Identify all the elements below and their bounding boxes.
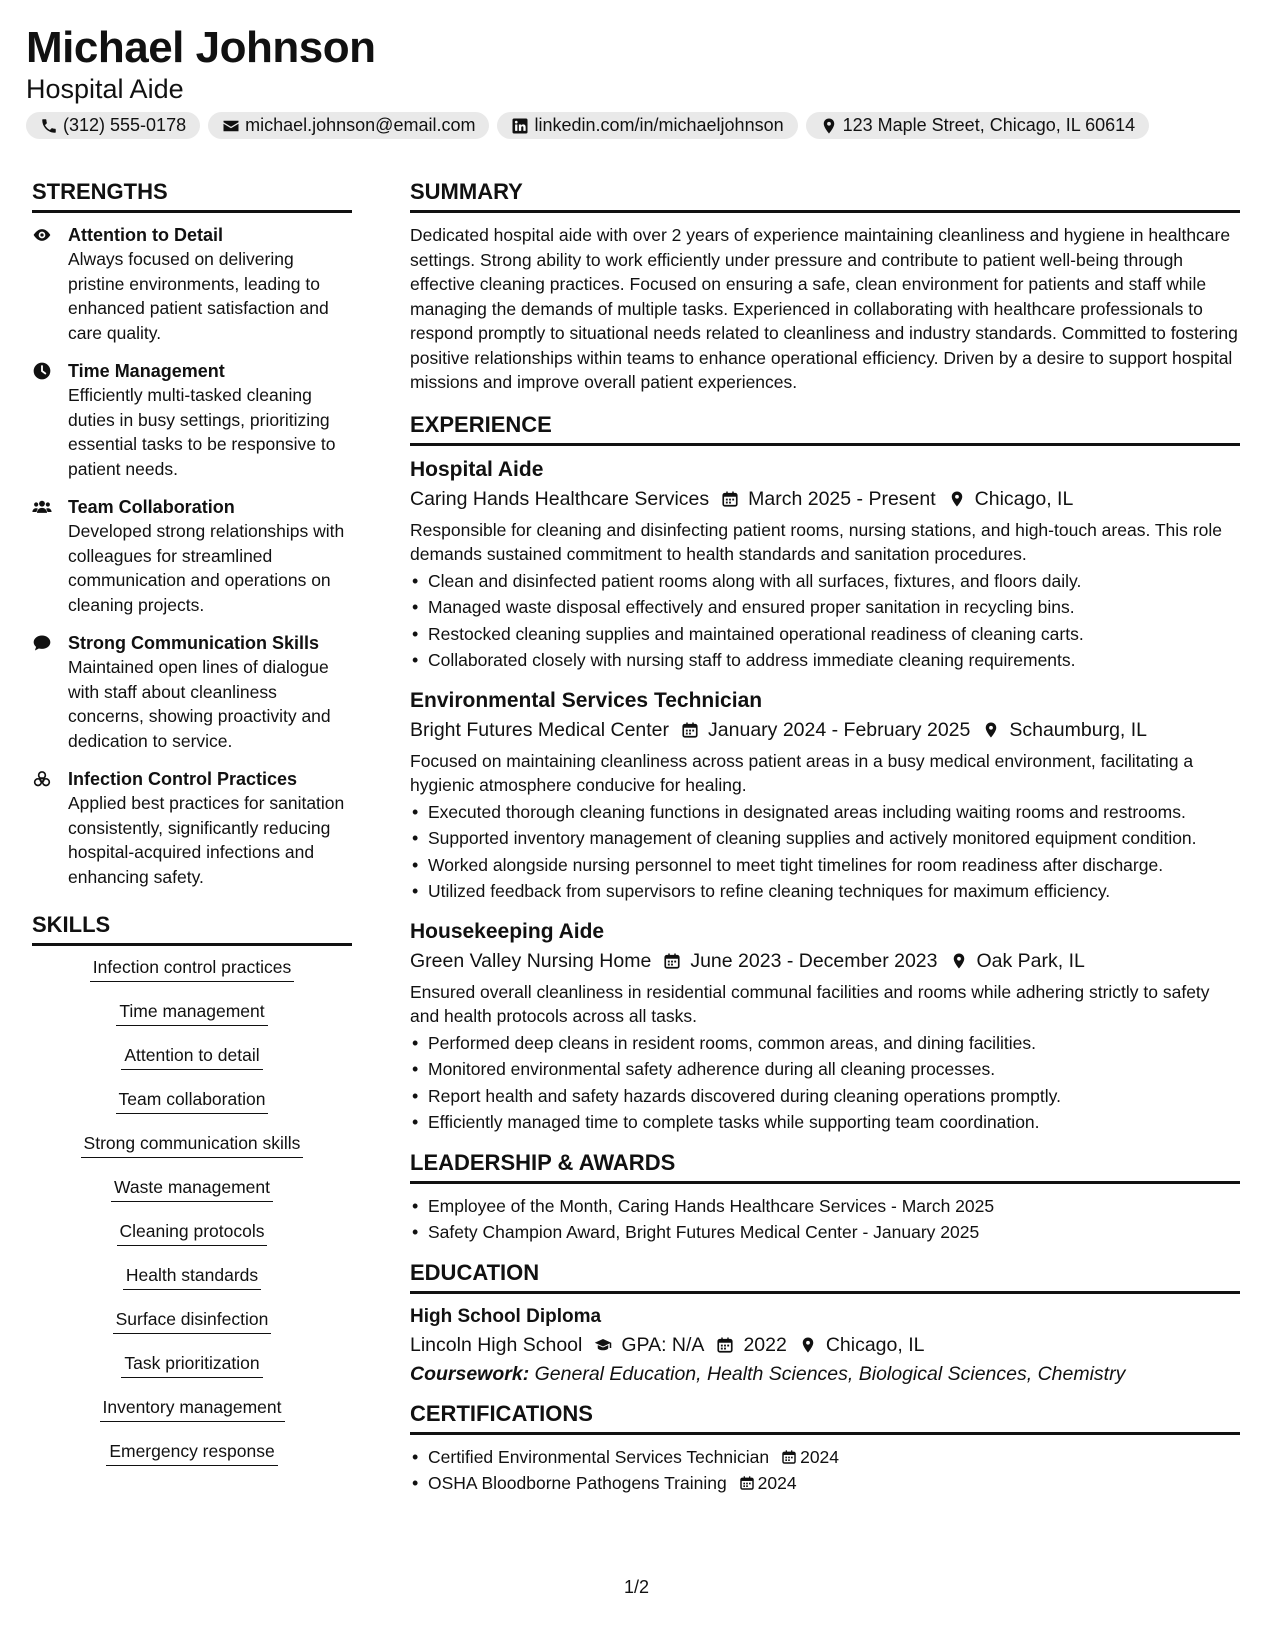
- eye-icon: [32, 225, 52, 245]
- job-title: Environmental Services Technician: [410, 688, 763, 712]
- calendar-icon: [681, 721, 699, 739]
- certification-item: [410, 1471, 1240, 1496]
- job-bullets: [410, 800, 1240, 904]
- education-year: 2022: [743, 1333, 787, 1356]
- skill-tag: Strong communication skills: [81, 1132, 304, 1158]
- contact-phone-text: (312) 555-0178: [63, 115, 187, 135]
- summary-heading: SUMMARY: [410, 178, 1240, 213]
- company-name: Green Valley Nursing Home: [410, 949, 652, 972]
- job-entry: [410, 687, 1240, 904]
- skill-tag: Health standards: [123, 1264, 261, 1290]
- speech-bubble-icon: [32, 633, 52, 653]
- strength-item: [32, 359, 352, 481]
- contact-linkedin[interactable]: [497, 112, 797, 139]
- job-entry: [410, 918, 1240, 1135]
- skill-tag: Inventory management: [100, 1396, 285, 1422]
- candidate-name: Michael Johnson: [26, 23, 376, 72]
- certification-name: • Certified Environmental Services Technician: [428, 1446, 770, 1467]
- gpa-text: GPA: N/A: [621, 1333, 705, 1356]
- bullet-item: • Managed waste disposal effectively and ensured proper sanitation in recycling bins.: [410, 595, 1240, 620]
- certification-year: 2024: [800, 1446, 840, 1467]
- strength-description: Efficiently multi-tasked cleaning duties in busy settings, prioritizing essential tasks to be responsive to patient needs.: [68, 385, 336, 479]
- skill-tag: Team collaboration: [116, 1088, 269, 1114]
- certification-name: • OSHA Bloodborne Pathogens Training: [428, 1473, 727, 1493]
- skills-heading: SKILLS: [32, 911, 352, 946]
- strength-item: [32, 631, 352, 753]
- job-entry: [410, 456, 1240, 673]
- job-meta: [410, 946, 1240, 976]
- strength-item: [32, 223, 352, 345]
- strengths-heading: STRENGTHS: [32, 178, 352, 213]
- awards-heading: LEADERSHIP & AWARDS: [410, 1149, 1240, 1184]
- strength-description: Maintained open lines of dialogue with staff about cleanliness concerns, showing proactivity and dedication to service.: [68, 657, 331, 751]
- degree-title: High School Diploma: [410, 1305, 602, 1327]
- bullet-item: • Report health and safety hazards discovered during cleaning operations promptly.: [410, 1084, 1240, 1109]
- award-item: • Safety Champion Award, Bright Futures Medical Center - January 2025: [410, 1220, 1240, 1245]
- bullet-item: • Supported inventory management of cleaning supplies and actively monitored equipment condition.: [410, 826, 1240, 851]
- certification-item: [410, 1445, 1240, 1470]
- page-number: 1/2: [624, 1577, 650, 1597]
- education-heading: EDUCATION: [410, 1259, 1240, 1294]
- bullet-item: • Monitored environmental safety adherence during all cleaning processes.: [410, 1057, 1240, 1082]
- certification-year: 2024: [757, 1473, 797, 1493]
- linkedin-icon: [511, 117, 529, 135]
- phone-icon: [40, 117, 58, 135]
- job-title: Housekeeping Aide: [410, 919, 605, 943]
- bullet-item: • Performed deep cleans in resident rooms, common areas, and dining facilities.: [410, 1031, 1240, 1056]
- skill-tag: Infection control practices: [90, 956, 294, 982]
- bullet-item: • Utilized feedback from supervisors to refine cleaning techniques for maximum efficiency.: [410, 879, 1240, 904]
- strength-description: Developed strong relationships with colleagues for streamlined communication and operations on cleaning projects.: [68, 521, 345, 615]
- experience-heading: EXPERIENCE: [410, 411, 1240, 446]
- job-location: Oak Park, IL: [976, 949, 1085, 972]
- skill-tag: Attention to detail: [121, 1044, 262, 1070]
- skill-tag: Waste management: [111, 1176, 273, 1202]
- certifications-list: [410, 1445, 1240, 1496]
- certifications-heading: CERTIFICATIONS: [410, 1400, 1240, 1435]
- strength-item: [32, 495, 352, 617]
- map-pin-icon: [799, 1336, 817, 1354]
- skill-tag: Cleaning protocols: [117, 1220, 268, 1246]
- users-icon: [32, 497, 52, 517]
- map-pin-icon: [948, 490, 966, 508]
- strength-description: Applied best practices for sanitation consistently, significantly reducing hospital-acquired infections and enhancing safety.: [68, 793, 345, 887]
- coursework-text: General Education, Health Sciences, Biological Sciences, Chemistry: [534, 1362, 1126, 1385]
- clock-icon: [32, 361, 52, 381]
- job-description: Ensured overall cleanliness in residential communal facilities and rooms while adhering strictly to safety and health protocols across all tasks.: [410, 981, 1210, 1026]
- resume-header: [26, 22, 1256, 139]
- education-location: Chicago, IL: [825, 1333, 925, 1356]
- contact-email[interactable]: [208, 112, 489, 139]
- job-dates: March 2025 - Present: [748, 487, 936, 510]
- summary-text: Dedicated hospital aide with over 2 years of experience maintaining cleanliness and hygiene in healthcare settings. Strong ability to work efficiently under pressure and contribute to patient well-being through effective cleaning practices. Focused on ensuring a safe, clean environment for patients and staff while managing the demands of multiple tasks. Experienced in collaborating with healthcare professionals to respond promptly to situational needs related to cleanliness and industry standards. Committed to fostering positive relationships within teams to enhance operational efficiency. Driven by a desire to support hospital missions and improve overall patient experiences.: [410, 225, 1238, 392]
- job-meta: [410, 484, 1240, 514]
- left-column: [32, 178, 352, 1466]
- strength-title: Infection Control Practices: [68, 769, 298, 789]
- school-name: Lincoln High School: [410, 1333, 583, 1356]
- contact-address: [806, 112, 1150, 139]
- job-dates: June 2023 - December 2023: [690, 949, 938, 972]
- calendar-icon: [663, 952, 681, 970]
- job-dates: January 2024 - February 2025: [708, 718, 971, 741]
- bullet-item: • Clean and disinfected patient rooms along with all surfaces, fixtures, and floors daily.: [410, 569, 1240, 594]
- strength-title: Time Management: [68, 361, 225, 381]
- calendar-icon: [716, 1336, 734, 1354]
- skill-tag: Task prioritization: [121, 1352, 262, 1378]
- candidate-title: Hospital Aide: [26, 74, 184, 104]
- bullet-item: • Efficiently managed time to complete tasks while supporting team coordination.: [410, 1110, 1240, 1135]
- bullet-item: • Executed thorough cleaning functions in designated areas including waiting rooms and restrooms.: [410, 800, 1240, 825]
- job-location: Schaumburg, IL: [1009, 718, 1148, 741]
- map-pin-icon: [820, 117, 838, 135]
- job-title: Hospital Aide: [410, 457, 544, 481]
- strength-description: Always focused on delivering pristine environments, leading to enhanced patient satisfaction and care quality.: [68, 249, 329, 343]
- company-name: Bright Futures Medical Center: [410, 718, 670, 741]
- map-pin-icon: [950, 952, 968, 970]
- strength-title: Strong Communication Skills: [68, 633, 320, 653]
- job-bullets: [410, 569, 1240, 673]
- calendar-icon: [781, 1449, 797, 1465]
- job-location: Chicago, IL: [974, 487, 1074, 510]
- bullet-item: • Collaborated closely with nursing staff to address immediate cleaning requirements.: [410, 648, 1240, 673]
- skill-tag: Surface disinfection: [113, 1308, 272, 1334]
- skill-tag: Emergency response: [106, 1440, 277, 1466]
- job-description: Focused on maintaining cleanliness across patient areas in a busy medical environment, facilitating a hygienic atmosphere conducive for healing.: [410, 750, 1194, 795]
- strength-item: [32, 767, 352, 889]
- bullet-item: • Worked alongside nursing personnel to meet tight timelines for room readiness after discharge.: [410, 853, 1240, 878]
- skills-list: [32, 956, 352, 1466]
- education-meta: [410, 1330, 1240, 1360]
- contact-address-text: 123 Maple Street, Chicago, IL 60614: [842, 115, 1136, 135]
- graduation-cap-icon: [594, 1336, 612, 1354]
- skill-tag: Time management: [116, 1000, 267, 1026]
- calendar-icon: [739, 1475, 755, 1491]
- map-pin-icon: [982, 721, 1000, 739]
- contact-bar: [26, 112, 1256, 139]
- right-column: [410, 178, 1240, 1498]
- company-name: Caring Hands Healthcare Services: [410, 487, 710, 510]
- contact-email-text: michael.johnson@email.com: [245, 115, 476, 135]
- bullet-item: • Restocked cleaning supplies and maintained operational readiness of cleaning carts.: [410, 622, 1240, 647]
- job-meta: [410, 715, 1240, 745]
- contact-linkedin-text: linkedin.com/in/michaeljohnson: [534, 115, 784, 135]
- coursework-label: Coursework:: [410, 1362, 530, 1385]
- award-item: • Employee of the Month, Caring Hands Healthcare Services - March 2025: [410, 1194, 1240, 1219]
- envelope-icon: [222, 117, 240, 135]
- biohazard-icon: [32, 769, 52, 789]
- coursework: [410, 1360, 1240, 1388]
- strength-title: Attention to Detail: [68, 225, 223, 245]
- calendar-icon: [721, 490, 739, 508]
- awards-list: [410, 1194, 1240, 1245]
- job-description: Responsible for cleaning and disinfecting patient rooms, nursing stations, and high-touch areas. This role demands sustained commitment to health standards and sanitation procedures.: [410, 519, 1222, 564]
- job-bullets: [410, 1031, 1240, 1135]
- strength-title: Team Collaboration: [68, 497, 235, 517]
- contact-phone[interactable]: [26, 112, 200, 139]
